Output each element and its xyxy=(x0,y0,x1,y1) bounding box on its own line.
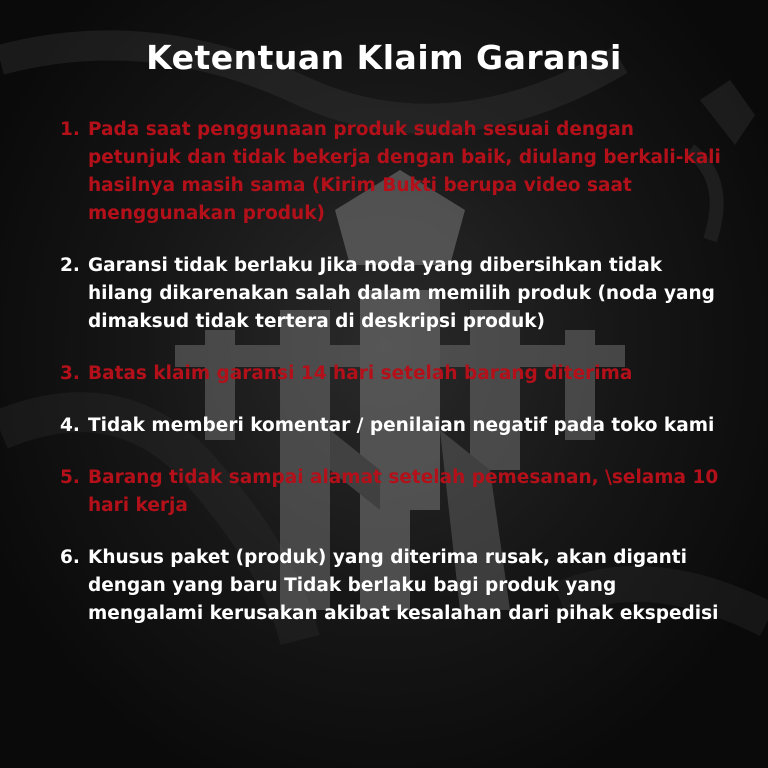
rule-item-2 xyxy=(60,252,730,336)
rule-number: 2. xyxy=(60,255,80,276)
rule-text: Barang tidak sampai alamat setelah pemesanan, \selama 10 hari kerja xyxy=(88,467,719,516)
rule-text: Tidak memberi komentar / penilaian negatif pada toko kami xyxy=(88,415,715,436)
rule-item-3 xyxy=(60,360,730,388)
rule-text: Garansi tidak berlaku Jika noda yang dibersihkan tidak hilang dikarenakan salah dalam memilih produk (noda yang dimaksud tidak tertera di deskripsi produk) xyxy=(88,255,715,332)
rule-text: Pada saat penggunaan produk sudah sesuai dengan petunjuk dan tidak bekerja dengan baik, diulang berkali-kali hasilnya masih sama (Kirim Bukti berupa video saat menggunakan produk) xyxy=(88,119,721,224)
rule-item-6 xyxy=(60,544,730,628)
warranty-rules-list xyxy=(60,116,730,652)
rule-item-4 xyxy=(60,412,730,440)
rule-text: Khusus paket (produk) yang diterima rusak, akan diganti dengan yang baru Tidak berlaku bagi produk yang mengalami kerusakan akibat kesalahan dari pihak ekspedisi xyxy=(88,547,719,624)
rule-number: 3. xyxy=(60,363,80,384)
rule-number: 4. xyxy=(60,415,80,436)
page-title: Ketentuan Klaim Garansi xyxy=(146,38,622,77)
rule-item-1 xyxy=(60,116,730,228)
rule-number: 5. xyxy=(60,467,80,488)
rule-number: 1. xyxy=(60,119,80,140)
rule-text: Batas klaim garansi 14 hari setelah barang diterima xyxy=(88,363,633,384)
rule-number: 6. xyxy=(60,547,80,568)
rule-item-5 xyxy=(60,464,730,520)
